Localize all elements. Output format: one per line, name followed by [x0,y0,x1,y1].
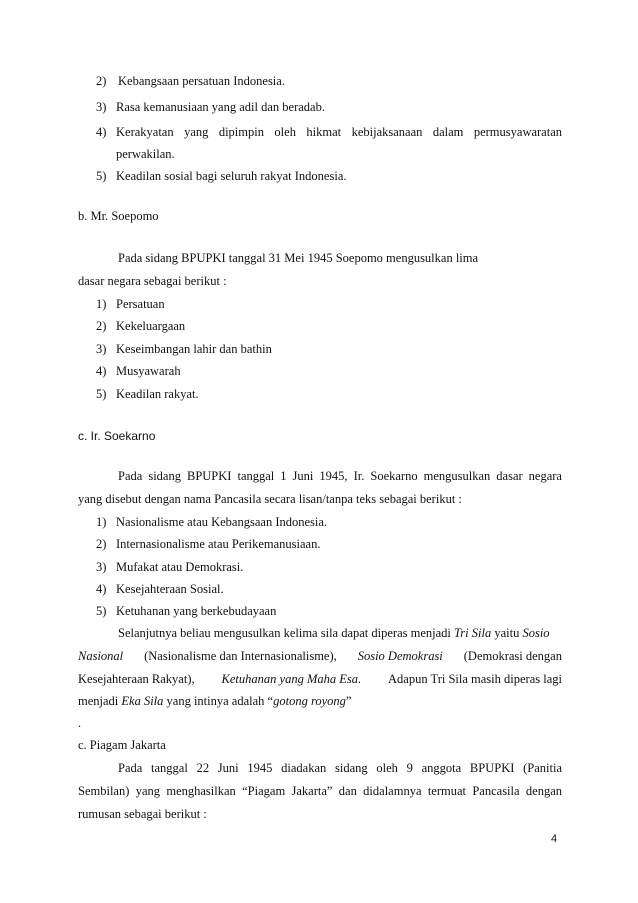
section-heading-soekarno: c. Ir. Soekarno [78,429,156,443]
paragraph-line: menjadi Eka Sila yang intinya adalah “gotong royong” [78,694,352,708]
paragraph-line: Pada sidang BPUPKI tanggal 1 Juni 1945, Ir. Soekarno mengusulkan dasar negara [118,469,562,483]
stray-dot: . [78,716,82,730]
document-page: 2) Kebangsaan persatuan Indonesia. 3) Rasa kemanusiaan yang adil dan beradab. 4) Kerakyatan yang dipimpin oleh hikmat kebijaksanaan dalam permusyawaratan perwakilan. 5) Keadilan sosial bagi seluruh rakyat Indonesia. b. Mr. Soepomo Pada sidang BPUPKI tanggal 31 Mei 1945 Soepomo mengusulkan lima dasar negara sebagai berikut : 1) Persatuan 2) Kekeluargaan 3) Keseimbangan lahir dan bathin 4) Musyawarah 5) Keadilan rakyat. c. Ir. Soekarno Pada sidang BPUPKI tanggal 1 Juni 1945, Ir. Soekarno mengusulkan dasar negara yang disebut dengan nama Pancasila secara lisan/tanpa teks sebagai berikut : 1) Nasionalisme atau Kebangsaan Indonesia. 2) Internasionalisme atau Perikemanusiaan. 3) Mufakat atau Demokrasi. 4) Kesejahteraan Sosial. 5) Ketuhanan yang berkebudayaan Selanjutnya beliau mengusulkan kelima sila dapat diperas menjadi Tri Sila yaitu Sosio Nasional (Nasionalisme dan Internasionalisme), Sosio Demokrasi (Demokrasi dengan Kesejahteraan Rakyat), Ketuhanan yang Maha Esa. Adapun Tri Sila masih diperas lagi menjadi Eka Sila yang intinya adalah “gotong royong” . c. Piagam Jakarta Pada tanggal 22 Juni 1945 diadakan sidang oleh 9 anggota BPUPKI (Panitia Sembilan) yang menghasilkan “Piagam Jakarta” dan didalamnya termuat Pancasila dengan rumusan sebagai berikut : 4 [78,74,562,845]
paragraph-line: Kesejahteraan Rakyat), Ketuhanan yang Maha Esa. Adapun Tri Sila masih diperas lagi [78,672,562,686]
paragraph-line: dasar negara sebagai berikut : [78,274,227,288]
paragraph-line: rumusan sebagai berikut : [78,807,207,821]
paragraph-line: Pada sidang BPUPKI tanggal 31 Mei 1945 Soepomo mengusulkan lima [118,251,479,265]
paragraph-line: Sembilan) yang menghasilkan “Piagam Jakarta” dan didalamnya termuat Pancasila dengan [78,784,562,798]
section-heading-piagam-jakarta: c. Piagam Jakarta [78,738,166,752]
section-heading-soepomo: b. Mr. Soepomo [78,209,159,223]
page-number: 4 [551,833,558,845]
paragraph-line: Pada tanggal 22 Juni 1945 diadakan sidang oleh 9 anggota BPUPKI (Panitia [118,761,562,775]
paragraph-line: Selanjutnya beliau mengusulkan kelima sila dapat diperas menjadi Tri Sila yaitu Sosio [118,626,550,640]
paragraph-line: Nasional (Nasionalisme dan Internasionalisme), Sosio Demokrasi (Demokrasi dengan [78,649,562,663]
paragraph-line: yang disebut dengan nama Pancasila secara lisan/tanpa teks sebagai berikut : [78,492,462,506]
